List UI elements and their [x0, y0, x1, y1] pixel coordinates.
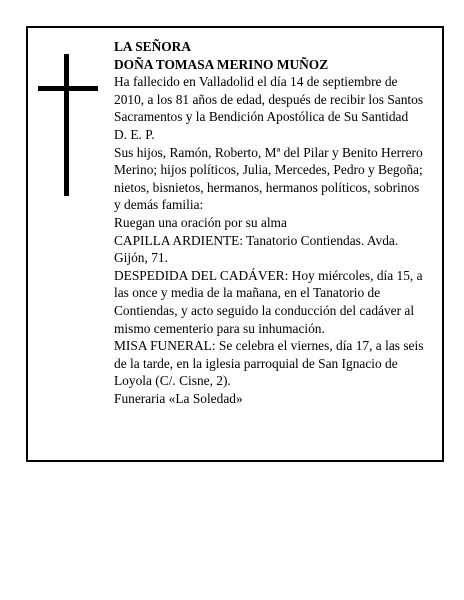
- wake-location: CAPILLA ARDIENTE: Tanatorio Contiendas. Avda. Gijón, 71.: [114, 232, 399, 266]
- farewell-details: DESPEDIDA DEL CADÁVER: Hoy miércoles, día 15, a las once y media de la mañana, en el Tanatorio de Contiendas, y acto seguido la conducción del cadáver al mismo cementerio para su inhumación.: [114, 267, 423, 336]
- deceased-name: DOÑA TOMASA MERINO MUÑOZ: [114, 56, 329, 72]
- rip-line: D. E. P.: [114, 126, 155, 142]
- family-list: Sus hijos, Ramón, Roberto, Mª del Pilar y Benito Herrero Merino; hijos políticos, Julia, Mercedes, Pedro y Begoña; nietos, bisnietos, hermanos, hermanos políticos, sobrinos y demás familia:: [114, 144, 423, 213]
- funeral-home: Funeraria «La Soledad»: [114, 390, 243, 406]
- notice-title: LA SEÑORA: [114, 39, 192, 54]
- obituary-text: [114, 38, 426, 407]
- funeral-mass-details: MISA FUNERAL: Se celebra el viernes, día 17, a las seis de la tarde, en la iglesia parroquial de San Ignacio de Loyola (C/. Cisne, 2).: [114, 338, 424, 389]
- cross-horizontal-bar: [38, 86, 98, 91]
- prayer-request: Ruegan una oración por su alma: [114, 214, 287, 230]
- cross-vertical-bar: [64, 54, 69, 196]
- death-announcement: Ha fallecido en Valladolid el día 14 de septiembre de 2010, a los 81 años de edad, después de recibir los Santos Sacramentos y la Bendición Apostólica de Su Santidad: [114, 74, 424, 125]
- cross-icon: [38, 54, 98, 196]
